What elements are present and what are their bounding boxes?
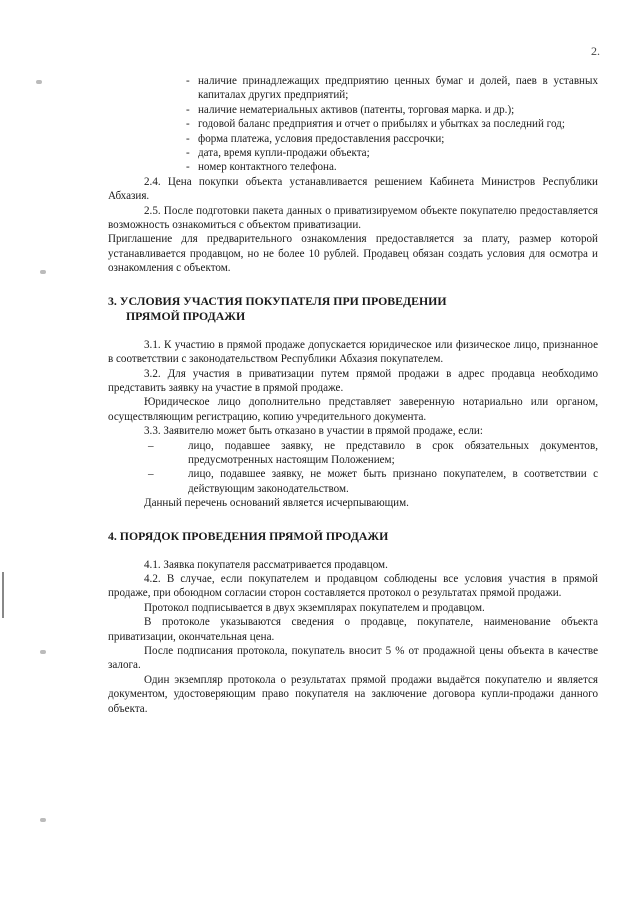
list-item: - наличие нематериальных активов (патенты, торговая марка. и др.); xyxy=(186,103,515,116)
paragraph-2-4: 2.4. Цена покупки объекта устанавливается решением Кабинета Министров Республики Абхазия. xyxy=(108,175,598,203)
list-item: - дата, время купли-продажи объекта; xyxy=(186,147,370,160)
section-heading-3-line-1: 3. УСЛОВИЯ УЧАСТИЯ ПОКУПАТЕЛЯ ПРИ ПРОВЕДЕНИИ xyxy=(108,293,447,308)
scan-mark xyxy=(40,650,46,654)
list-item: - номер контактного телефона. xyxy=(186,161,337,174)
paragraph-invitation: Приглашение для предварительного ознакомления предоставляется за плату, размер которой устанавливается продавцом, но не более 10 рублей. Продавец обязан создать условия для осмотра и ознакомления с объектом. xyxy=(108,233,598,275)
paragraph-list-final: Данный перечень оснований является исчерпывающим. xyxy=(144,497,409,510)
list-item: - годовой баланс предприятия и отчет о прибылях и убытках за последний год; xyxy=(186,118,565,131)
paragraph-3-1: 3.1. К участию в прямой продаже допускается юридическое или физическое лицо, признанное в соответствии с законодательством Республики Абхазия покупателем. xyxy=(108,338,598,366)
paragraph-legal-entity: Юридическое лицо дополнительно представляет заверенную нотариально или органом, осуществляющим регистрацию, копию учредительного документа. xyxy=(108,396,598,423)
list-item: - наличие принадлежащих предприятию ценных бумаг и долей, паев в уставных капиталах других предприятий; xyxy=(186,75,598,102)
list-item: – лицо, подавшее заявку, не может быть признано покупателем, в соответствии с действующим законодательством. xyxy=(148,468,598,495)
section-heading-3-line-2: ПРЯМОЙ ПРОДАЖИ xyxy=(126,308,246,323)
section-heading-4: 4. ПОРЯДОК ПРОВЕДЕНИЯ ПРЯМОЙ ПРОДАЖИ xyxy=(108,528,389,543)
paragraph-protocol-info: В протоколе указываются сведения о продавце, покупателе, наименование объекта приватизации, окончательная цена. xyxy=(108,616,598,643)
paragraph-protocol-signed: Протокол подписывается в двух экземплярах покупателем и продавцом. xyxy=(144,601,485,614)
list-item: – лицо, подавшее заявку, не представило в срок обязательных документов, предусмотренных настоящим Положением; xyxy=(148,439,598,466)
document-body xyxy=(108,74,598,716)
scan-mark xyxy=(36,80,42,84)
paragraph-3-2: 3.2. Для участия в приватизации путем прямой продажи в адрес продавца необходимо представить заявку на участие в прямой продаже. xyxy=(108,367,598,394)
paragraph-4-2: 4.2. В случае, если покупателем и продавцом соблюдены все условия участия в прямой продаже, при обоюдном согласии сторон составляется протокол о результатах прямой продажи. xyxy=(108,572,598,600)
scan-edge-line xyxy=(2,572,4,618)
paragraph-after-signing: После подписания протокола, покупатель вносит 5 % от продажной цены объекта в качестве залога. xyxy=(108,645,598,672)
paragraph-one-copy: Один экземпляр протокола о результатах прямой продажи выдаётся покупателю и является документом, удостоверяющим право покупателя на заключение договора купли-продажи данного объекта. xyxy=(108,673,598,715)
paragraph-2-5: 2.5. После подготовки пакета данных о приватизируемом объекте покупателю предоставляется возможность ознакомиться с объектом приватизации. xyxy=(108,204,598,232)
paragraph-3-3: 3.3. Заявителю может быть отказано в участии в прямой продаже, если: xyxy=(144,425,483,438)
list-item: - форма платежа, условия предоставления рассрочки; xyxy=(186,132,445,145)
scan-mark xyxy=(40,270,46,274)
paragraph-4-1: 4.1. Заявка покупателя рассматривается продавцом. xyxy=(144,558,388,571)
page-number: 2. xyxy=(591,44,600,58)
section-heading-3 xyxy=(108,294,598,324)
scan-mark xyxy=(40,818,46,822)
